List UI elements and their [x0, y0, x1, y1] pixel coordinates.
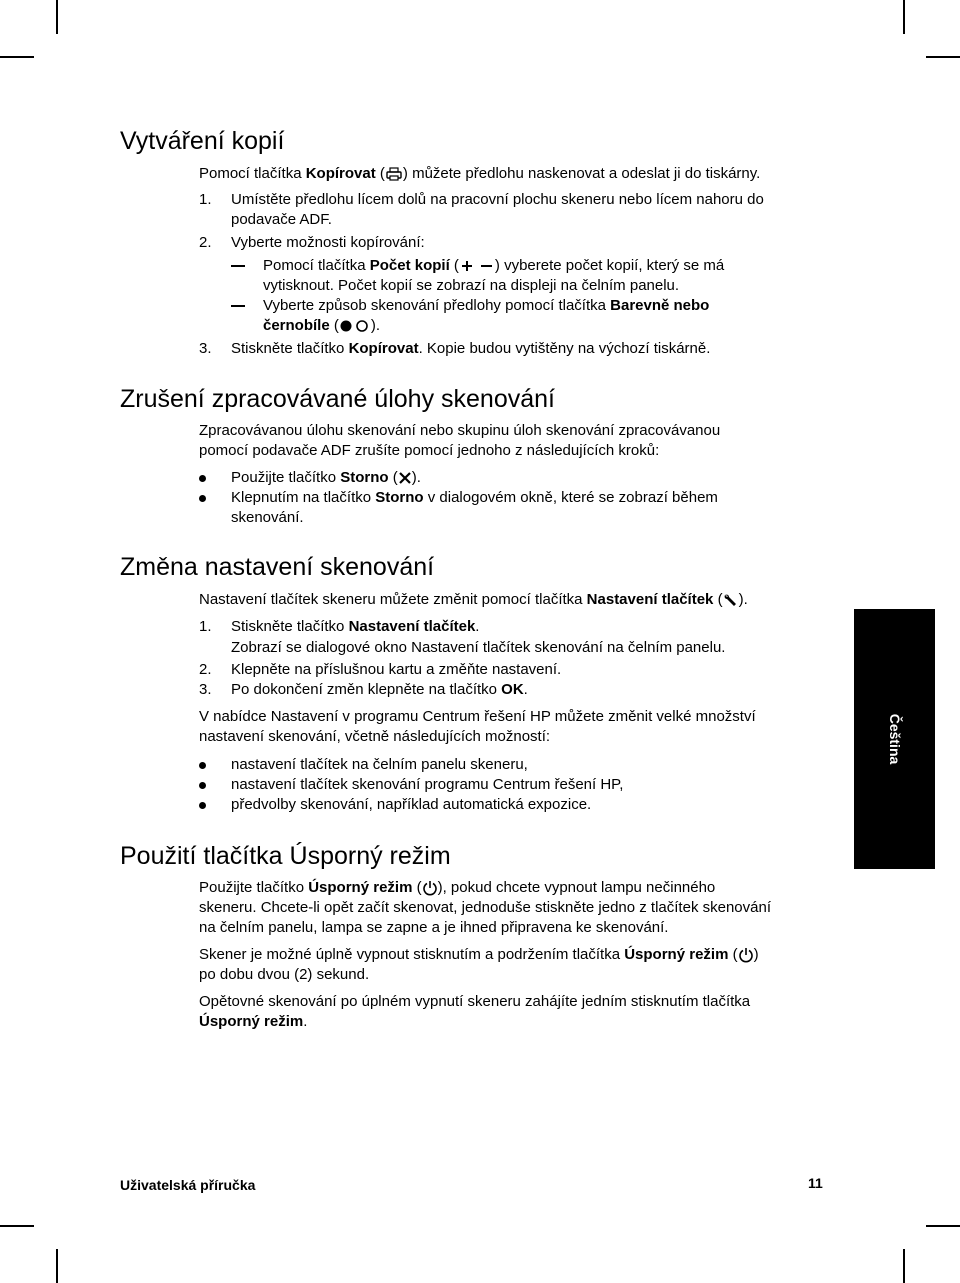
sec3-bullet-1: nastavení tlačítek na čelním panelu skeneru,: [231, 756, 528, 773]
sec2-paragraph-cont: pomocí podavače ADF zrušíte pomocí jednoho z následujících kroků:: [199, 442, 660, 459]
bullet: [199, 762, 206, 769]
sec3-step-2: Klepněte na příslušnou kartu a změňte nastavení.: [231, 661, 562, 678]
footer-title: Uživatelská příručka: [120, 1177, 256, 1193]
crop-mark: [56, 1249, 58, 1283]
plus-minus-icon: [459, 259, 495, 273]
dash-item-1: Pomocí tlačítka Počet kopií ( ) vyberete počet kopií, který se má: [263, 257, 725, 274]
language-tab-label: Čeština: [886, 713, 903, 765]
dash-marker: [231, 305, 245, 307]
sec3-step-1: Stiskněte tlačítko Nastavení tlačítek.: [231, 618, 480, 635]
sec3-step-3: Po dokončení změn klepněte na tlačítko OK.: [231, 681, 528, 698]
step-number: 1.: [199, 618, 212, 635]
step-1-text: Umístěte předlohu lícem dolů na pracovní plochu skeneru nebo lícem nahoru do: [231, 191, 764, 208]
bullet: [199, 475, 206, 482]
crop-mark: [56, 0, 58, 34]
step-1-text-cont: podavače ADF.: [231, 211, 332, 228]
cancel-x-icon: [398, 471, 412, 485]
sec3-paragraph-cont: nastavení skenování, včetně následujících možností:: [199, 728, 551, 745]
color-bw-icon: [339, 319, 371, 333]
heading-copy: Vytváření kopií: [120, 127, 285, 155]
power-icon: [422, 880, 438, 896]
wrench-icon: [723, 593, 739, 607]
sec4-paragraph-3: Opětovné skenování po úplném vypnutí skeneru zahájíte jedním stisknutím tlačítka: [199, 993, 751, 1010]
crop-mark: [0, 1225, 34, 1227]
sec2-bullet-2-cont: skenování.: [231, 509, 304, 526]
dash-item-2: Vyberte způsob skenování předlohy pomocí tlačítka Barevně nebo: [263, 297, 710, 314]
bullet: [199, 495, 206, 502]
step-3-text: Stiskněte tlačítko Kopírovat. Kopie budou vytištěny na výchozí tiskárně.: [231, 340, 711, 357]
sec2-bullet-2: Klepnutím na tlačítko Storno v dialogovém okně, které se zobrazí během: [231, 489, 718, 506]
crop-mark: [926, 1225, 960, 1227]
crop-mark: [903, 0, 905, 34]
step-number: 3.: [199, 340, 212, 357]
sec3-bullet-2: nastavení tlačítek skenování programu Centrum řešení HP,: [231, 776, 624, 793]
sec4-paragraph-1: Použijte tlačítko Úsporný režim ( ), pokud chcete vypnout lampu nečinného: [199, 879, 716, 896]
step-number: 3.: [199, 681, 212, 698]
heading-power-save: Použití tlačítka Úsporný režim: [120, 842, 451, 870]
sec4-paragraph-3-cont: Úsporný režim.: [199, 1013, 308, 1030]
bullet: [199, 802, 206, 809]
bullet: [199, 782, 206, 789]
heading-cancel: Zrušení zpracovávané úlohy skenování: [120, 385, 555, 413]
step-number: 2.: [199, 234, 212, 251]
crop-mark: [926, 56, 960, 58]
sec4-paragraph-1-cont: skeneru. Chcete-li opět začít skenovat, jednoduše stiskněte jedno z tlačítek skenování: [199, 899, 771, 916]
step-2-text: Vyberte možnosti kopírování:: [231, 234, 425, 251]
crop-mark: [903, 1249, 905, 1283]
sec4-paragraph-1-cont: na čelním panelu, lampa se zapne a je ihned připravena ke skenování.: [199, 919, 669, 936]
step-number: 1.: [199, 191, 212, 208]
heading-settings: Změna nastavení skenování: [120, 553, 435, 581]
sec3-intro: Nastavení tlačítek skeneru můžete změnit pomocí tlačítka Nastavení tlačítek ( ).: [199, 591, 748, 608]
sec2-paragraph: Zpracovávanou úlohu skenování nebo skupinu úloh skenování zpracovávanou: [199, 422, 721, 439]
sec4-paragraph-2-cont: po dobu dvou (2) sekund.: [199, 966, 370, 983]
copy-icon: [385, 167, 403, 181]
crop-mark: [0, 56, 34, 58]
sec4-paragraph-2: Skener je možné úplně vypnout stisknutím a podržením tlačítka Úsporný režim ( ): [199, 946, 759, 963]
power-icon: [738, 947, 754, 963]
sec3-paragraph: V nabídce Nastavení v programu Centrum řešení HP můžete změnit velké množství: [199, 708, 756, 725]
dash-item-1-cont: vytisknout. Počet kopií se zobrazí na displeji na čelním panelu.: [263, 277, 680, 294]
dash-marker: [231, 265, 245, 267]
sec2-bullet-1: Použijte tlačítko Storno ( ).: [231, 469, 421, 486]
sec3-bullet-3: předvolby skenování, například automatická expozice.: [231, 796, 592, 813]
page-number: 11: [808, 1175, 823, 1191]
language-tab: [854, 609, 935, 869]
step-number: 2.: [199, 661, 212, 678]
sec3-step-1-cont: Zobrazí se dialogové okno Nastavení tlačítek skenování na čelním panelu.: [231, 639, 726, 656]
sec1-intro: Pomocí tlačítka Kopírovat ( ) můžete předlohu naskenovat a odeslat ji do tiskárny.: [199, 165, 761, 182]
dash-item-2-cont: černobíle ( ).: [263, 317, 381, 334]
